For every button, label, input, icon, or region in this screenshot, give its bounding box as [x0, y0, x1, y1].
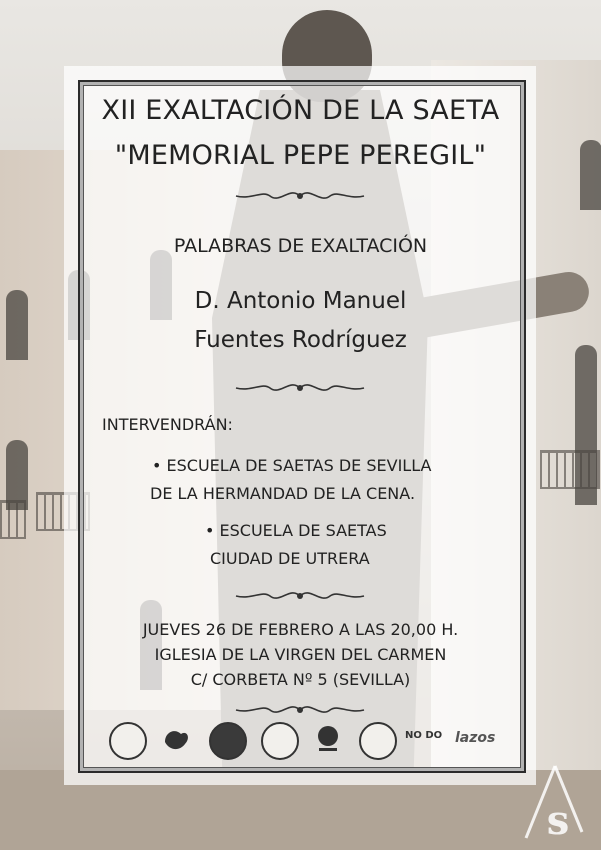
ornament-divider-icon: [230, 700, 370, 720]
sponsor-logos: [105, 722, 505, 762]
participant-1-line-2: DE LA HERMANDAD DE LA CENA.: [150, 484, 416, 503]
sponsor-logo-icon: [109, 722, 147, 760]
participant-2-line-2: CIUDAD DE UTRERA: [210, 549, 370, 568]
subtitle: PALABRAS DE EXALTACIÓN: [173, 235, 428, 257]
sponsor-logo-icon: [159, 722, 193, 756]
address-line: C/ CORBETA Nº 5 (SEVILLA): [190, 670, 411, 689]
participant-2-line-1: • ESCUELA DE SAETAS: [205, 521, 387, 540]
ornament-divider-icon: [230, 586, 370, 606]
speaker-line-2: Fuentes Rodríguez: [194, 327, 407, 353]
balcony: [540, 450, 600, 489]
participants-heading: INTERVENDRÁN:: [102, 415, 233, 434]
sponsor-logo-icon: [209, 722, 247, 760]
watermark-icon: [520, 762, 590, 842]
sponsor-logo-icon: [311, 722, 345, 756]
ornament-divider-icon: [230, 186, 370, 206]
svg-text:s: s: [546, 797, 570, 842]
lazos-logo: lazos: [455, 730, 496, 746]
speaker-line-1: D. Antonio Manuel: [194, 288, 407, 314]
date-line: JUEVES 26 DE FEBRERO A LAS 20,00 H.: [142, 620, 459, 639]
title-line-2: "MEMORIAL PEPE PEREGIL": [114, 140, 487, 171]
nodo-logo: NO DO: [405, 730, 443, 741]
ornament-divider-icon: [230, 378, 370, 398]
venue-line: IGLESIA DE LA VIRGEN DEL CARMEN: [154, 645, 447, 664]
sponsor-logo-icon: [261, 722, 299, 760]
sponsor-logo-icon: [359, 722, 397, 760]
balcony: [0, 500, 26, 539]
participant-1-line-1: • ESCUELA DE SAETAS DE SEVILLA: [152, 456, 432, 475]
title-line-1: XII EXALTACIÓN DE LA SAETA: [101, 95, 500, 126]
